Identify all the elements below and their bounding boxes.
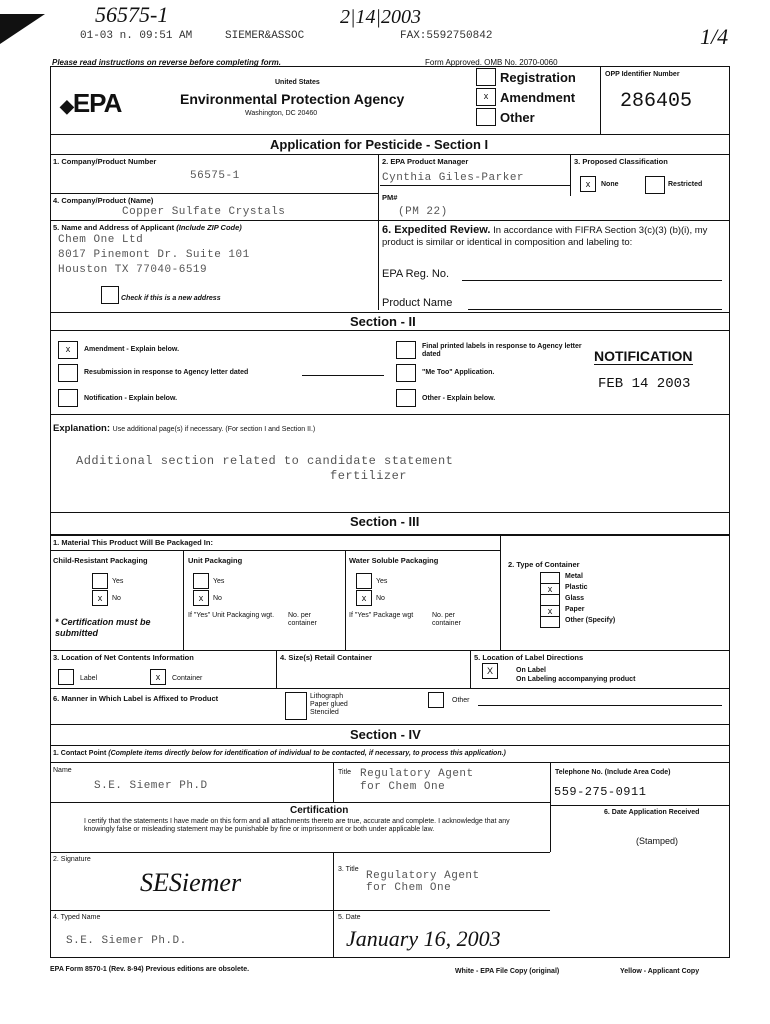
resubmission-label: Resubmission in response to Agency letter dated	[84, 369, 249, 376]
final-labels-label: Final printed labels in response to Agency letter dated	[422, 343, 582, 358]
section-4-title: Section - IV	[350, 727, 421, 742]
registration-checkbox[interactable]	[476, 68, 496, 86]
stamped: (Stamped)	[636, 836, 679, 846]
amendment-explain-checkbox[interactable]: x	[58, 341, 78, 359]
section-2-title: Section - II	[350, 314, 416, 329]
amendment-checkbox[interactable]: x	[476, 88, 496, 106]
name-label: Name	[53, 767, 72, 774]
epa-logo: ◆EPA	[60, 88, 122, 118]
white-copy: White - EPA File Copy (original)	[455, 968, 560, 975]
on-labeling-opt: On Labeling accompanying product	[516, 676, 636, 683]
pm-value: (PM 22)	[398, 206, 448, 218]
amendment-explain-label: Amendment - Explain below.	[84, 346, 180, 353]
manner-paper-glued: Paper glued	[310, 701, 348, 708]
new-address-label: Check if this is a new address	[121, 295, 221, 302]
none-label: None	[601, 181, 619, 188]
other-explain-checkbox[interactable]	[396, 389, 416, 407]
opp-label: OPP Identifier Number	[605, 71, 680, 78]
container-checkbox[interactable]: x	[540, 605, 560, 617]
up-yes: Yes	[213, 578, 225, 585]
ws-yes-checkbox[interactable]	[356, 573, 372, 589]
unit-pkg-wgt: If "Yes" Unit Packaging wgt.	[188, 612, 275, 619]
typed-name: S.E. Siemer Ph.D.	[66, 935, 187, 947]
pm-label: PM#	[382, 193, 398, 202]
company-number-label: 1. Company/Product Number	[53, 157, 157, 166]
water-soluble-label: Water Soluble Packaging	[349, 556, 439, 565]
applicant-label: 5. Name and Address of Applicant (Include ZIP Code)	[53, 223, 242, 232]
product-name-label: Product Name	[382, 297, 453, 309]
contact-title-1: Regulatory Agent	[360, 768, 474, 780]
fax-sender: SIEMER&ASSOC	[225, 30, 305, 42]
company-name-label: 4. Company/Product (Name)	[53, 196, 154, 205]
contact-name: S.E. Siemer Ph.D	[94, 780, 208, 792]
child-resistant-label: Child-Resistant Packaging	[53, 556, 148, 565]
other-explain-label: Other - Explain below.	[422, 395, 496, 402]
label-directions-label: 5. Location of Label Directions	[474, 653, 584, 662]
contact-title-2: for Chem One	[360, 781, 446, 793]
cr-yes: Yes	[112, 578, 124, 585]
classification-label: 3. Proposed Classification	[574, 157, 668, 166]
title3-line-2: for Chem One	[366, 882, 452, 894]
opp-number: 286405	[620, 90, 693, 113]
fax-corner-mark	[0, 14, 45, 44]
manner-lithograph: Lithograph	[310, 693, 344, 700]
title3-label: 3. Title	[338, 866, 359, 873]
cr-yes-checkbox[interactable]	[92, 573, 108, 589]
new-address-checkbox[interactable]	[101, 286, 119, 304]
container-label: Metal	[565, 573, 583, 580]
explanation: Explanation: Use additional page(s) if necessary. (For section I and Section II.)	[53, 423, 316, 434]
up-no: No	[213, 595, 222, 602]
phone-value: 559-275-0911	[554, 785, 647, 799]
notification-checkbox[interactable]	[58, 389, 78, 407]
registration-label: Registration	[500, 70, 576, 85]
signature-label: 2. Signature	[53, 856, 91, 863]
me-too-label: "Me Too" Application.	[422, 369, 495, 376]
product-manager-label: 2. EPA Product Manager	[382, 157, 469, 166]
on-label-opt: On Label	[516, 667, 546, 674]
form-number: EPA Form 8570-1 (Rev. 8-94) Previous editions are obsolete.	[50, 966, 250, 973]
united-states: United States	[275, 79, 320, 86]
explanation-line-2: fertilizer	[330, 469, 408, 483]
container-checkbox[interactable]: x	[540, 583, 560, 595]
up-yes-checkbox[interactable]	[193, 573, 209, 589]
epa-logo-icon: ◆	[60, 96, 73, 116]
section-3-title: Section - III	[350, 514, 420, 529]
form-title: Application for Pesticide - Section I	[270, 137, 489, 152]
applicant-line-3: Houston TX 77040-6519	[58, 264, 208, 276]
title-label: Title	[338, 769, 351, 776]
agency-city: Washington, DC 20460	[245, 110, 318, 117]
net-label-checkbox[interactable]	[58, 669, 74, 685]
restricted-label: Restricted	[668, 181, 703, 188]
ws-no-per-container: No. per container	[432, 612, 461, 627]
page-count: 1/4	[700, 24, 729, 49]
net-container-checkbox[interactable]: x	[150, 669, 166, 685]
ws-no: No	[376, 595, 385, 602]
ws-pkg-wgt: If "Yes" Package wgt	[349, 612, 414, 619]
other-label: Other	[500, 110, 535, 125]
notification-label: Notification - Explain below.	[84, 395, 178, 402]
restricted-checkbox[interactable]	[645, 176, 665, 194]
resubmission-checkbox[interactable]	[58, 364, 78, 382]
container-type-label: 2. Type of Container	[508, 560, 580, 569]
cr-no: No	[112, 595, 121, 602]
label-affixed-label: 6. Manner in Which Label is Affixed to Product	[53, 694, 219, 703]
received-label: 6. Date Application Received	[604, 809, 700, 816]
net-label-opt: Label	[80, 675, 98, 682]
net-container-opt: Container	[172, 675, 203, 682]
container-label: Paper	[565, 606, 585, 613]
manner-stenciled: Stenciled	[310, 709, 339, 716]
omb-number: Form Approved. OMB No. 2070-0060	[425, 58, 558, 67]
container-label: Glass	[565, 595, 585, 602]
cert-text: I certify that the statements I have made on this form and all attachments thereto are true, accurate and complete. I acknowledge that any knowingly false or misleading statement may be punishable by fine or imprisonment or both under applicable law.	[84, 818, 510, 833]
fax-date-time: 01-03 n. 09:51 AM	[80, 30, 193, 42]
unit-no-per-container: No. per container	[288, 612, 317, 627]
expedited-review: 6. Expedited Review. In accordance with FIFRA Section 3(c)(3) (b)(i), my product is similar or identical in composition and labeling to:	[382, 224, 708, 248]
cert-note: * Certification must be submitted	[55, 617, 151, 638]
unit-packaging-label: Unit Packaging	[188, 556, 243, 565]
ws-no-checkbox[interactable]: x	[356, 590, 372, 606]
epa-reg-label: EPA Reg. No.	[382, 268, 450, 280]
title3-line-1: Regulatory Agent	[366, 870, 480, 882]
top-note: Please read instructions on reverse before completing form.	[52, 58, 281, 67]
date-label: 5. Date	[338, 914, 361, 921]
company-name-value: Copper Sulfate Crystals	[122, 206, 286, 218]
agency-name: Environmental Protection Agency	[180, 91, 405, 107]
applicant-line-2: 8017 Pinemont Dr. Suite 101	[58, 249, 250, 261]
typed-name-label: 4. Typed Name	[53, 914, 101, 921]
manner-other-checkbox[interactable]	[428, 692, 444, 708]
other-checkbox[interactable]	[476, 108, 496, 126]
final-labels-checkbox[interactable]	[396, 341, 416, 359]
manner-other: Other	[452, 697, 470, 704]
phone-label: Telephone No. (Include Area Code)	[555, 769, 671, 776]
container-label: Plastic	[565, 584, 588, 591]
container-label: Other (Specify)	[565, 617, 616, 624]
on-label-checkbox[interactable]: X	[482, 663, 498, 679]
container-checkbox[interactable]	[540, 616, 560, 628]
me-too-checkbox[interactable]	[396, 364, 416, 382]
retail-size-label: 4. Size(s) Retail Container	[280, 653, 373, 662]
explanation-line-1: Additional section related to candidate statement	[76, 454, 454, 468]
net-contents-label: 3. Location of Net Contents Information	[53, 653, 194, 662]
signature: SESiemer	[140, 868, 242, 897]
handwritten-id: 56575-1	[95, 2, 169, 27]
product-manager-value: Cynthia Giles-Parker	[382, 172, 525, 184]
fax-number: FAX:5592750842	[400, 30, 493, 42]
material-label: 1. Material This Product Will Be Packaged In:	[53, 538, 213, 547]
notification-stamp: NOTIFICATION	[594, 348, 693, 364]
company-number-value: 56575-1	[190, 170, 240, 182]
signed-date: January 16, 2003	[346, 926, 501, 951]
cr-no-checkbox[interactable]: x	[92, 590, 108, 606]
none-checkbox[interactable]: x	[580, 176, 596, 192]
ws-yes: Yes	[376, 578, 388, 585]
stamp-date: FEB 14 2003	[598, 376, 691, 392]
handwritten-date: 2|14|2003	[340, 6, 421, 28]
up-no-checkbox[interactable]: x	[193, 590, 209, 606]
cert-title: Certification	[290, 805, 349, 816]
applicant-line-1: Chem One Ltd	[58, 234, 144, 246]
yellow-copy: Yellow - Applicant Copy	[620, 968, 700, 975]
contact-point: 1. Contact Point (Complete items directly below for identification of individual to be contacted, if necessary, to process this application.)	[53, 750, 506, 757]
amendment-label: Amendment	[500, 90, 576, 105]
manner-checkbox[interactable]	[285, 692, 307, 720]
